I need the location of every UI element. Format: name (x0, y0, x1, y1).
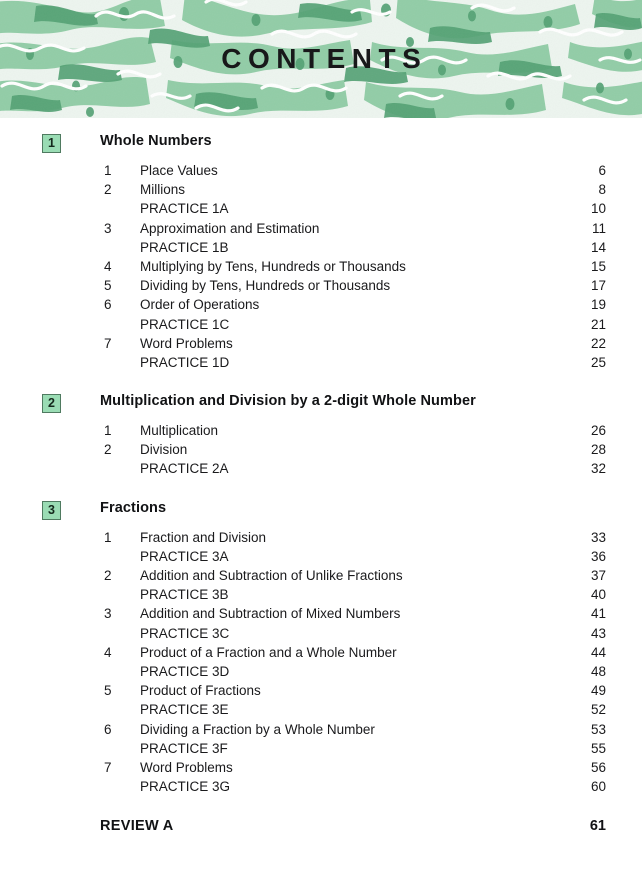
entry-page-number: 33 (590, 529, 606, 545)
entry-number: 7 (104, 335, 112, 351)
toc-entry[interactable] (0, 161, 642, 180)
entry-title: Product of a Fraction and a Whole Number (140, 644, 397, 660)
entry-number: 4 (104, 644, 112, 660)
toc-entry[interactable] (0, 440, 642, 459)
chapter-title: Fractions (100, 499, 167, 516)
entry-number: 2 (104, 182, 112, 198)
toc-entry[interactable] (0, 353, 642, 372)
entry-title: PRACTICE 2A (140, 461, 229, 477)
entry-title: PRACTICE 1D (140, 354, 230, 370)
entry-page-number: 25 (590, 354, 606, 370)
entry-page-number: 60 (590, 779, 606, 795)
entry-title: PRACTICE 3C (140, 625, 230, 641)
entry-title: PRACTICE 3E (140, 702, 229, 718)
toc-entry[interactable] (0, 585, 642, 604)
toc-entry[interactable] (0, 295, 642, 314)
toc-entry[interactable] (0, 720, 642, 739)
chapter-entry-list (0, 161, 642, 372)
entry-number: 3 (104, 220, 112, 236)
entry-title: Millions (140, 182, 186, 198)
entry-number: 1 (104, 423, 112, 439)
entry-title: Approximation and Estimation (140, 220, 320, 236)
entry-title: Place Values (140, 163, 218, 178)
entry-number: 3 (104, 606, 112, 622)
entry-page-number: 40 (590, 587, 606, 603)
entry-number: 5 (104, 683, 112, 699)
entry-title: PRACTICE 3A (140, 548, 229, 564)
chapter-title: Whole Numbers (100, 133, 212, 149)
entry-page-number: 48 (590, 663, 606, 679)
toc-entry[interactable] (0, 604, 642, 623)
toc-entry[interactable] (0, 180, 642, 199)
entry-page-number: 6 (598, 163, 606, 178)
entry-page-number: 55 (590, 740, 606, 756)
chapter-number-badge: 3 (42, 501, 61, 520)
entry-title: Addition and Subtraction of Unlike Fractions (140, 568, 403, 583)
chapter-entry-list (0, 528, 642, 797)
entry-page-number: 8 (598, 182, 606, 198)
toc-entry[interactable] (0, 758, 642, 777)
entry-number: 6 (104, 721, 112, 737)
entry-title: PRACTICE 1C (140, 316, 230, 332)
chapter-block (0, 394, 642, 479)
entry-page-number: 41 (590, 606, 606, 622)
entry-page-number: 53 (590, 721, 606, 737)
entry-number: 5 (104, 278, 112, 294)
toc-entry[interactable] (0, 624, 642, 643)
entry-page-number: 44 (590, 644, 606, 660)
entry-page-number: 19 (590, 297, 606, 313)
contents-header-banner (0, 0, 642, 118)
entry-number: 1 (104, 529, 112, 545)
toc-entry[interactable] (0, 777, 642, 796)
entry-page-number: 11 (591, 220, 606, 236)
toc-entry[interactable] (0, 700, 642, 719)
toc-entry[interactable] (0, 334, 642, 353)
entry-page-number: 43 (590, 625, 606, 641)
entry-page-number: 22 (590, 335, 606, 351)
entry-title: Word Problems (140, 759, 233, 775)
entry-title: PRACTICE 3B (140, 587, 229, 603)
toc-entry[interactable] (0, 547, 642, 566)
toc-entry[interactable] (0, 421, 642, 440)
entry-page-number: 32 (590, 461, 606, 477)
entry-page-number: 10 (590, 201, 606, 217)
toc-entry[interactable] (0, 459, 642, 478)
entry-page-number: 37 (590, 568, 606, 583)
chapter-number-badge: 2 (42, 394, 61, 413)
chapter-entry-list (0, 421, 642, 479)
entry-title: Order of Operations (140, 297, 260, 313)
chapter-number-badge: 1 (42, 134, 61, 153)
entry-title: PRACTICE 3F (140, 740, 228, 756)
chapter-heading (0, 501, 642, 524)
entry-title: PRACTICE 1B (140, 239, 229, 255)
review-entry[interactable] (0, 818, 642, 842)
entry-page-number: 17 (590, 278, 606, 294)
chapter-block (0, 501, 642, 797)
entry-title: Addition and Subtraction of Mixed Numbers (140, 606, 401, 622)
entry-title: PRACTICE 3D (140, 663, 230, 679)
entry-title: Multiplication (140, 423, 219, 439)
entry-page-number: 15 (590, 258, 606, 274)
entry-number: 6 (104, 297, 112, 313)
toc-entry[interactable] (0, 681, 642, 700)
entry-page-number: 21 (590, 316, 606, 332)
chapter-title: Multiplication and Division by a 2-digit Whole Number (100, 393, 476, 410)
review-label: REVIEW A (100, 818, 174, 835)
table-of-contents (0, 118, 642, 842)
toc-entry[interactable] (0, 238, 642, 257)
toc-entry[interactable] (0, 739, 642, 758)
entry-number: 2 (104, 568, 112, 583)
chapter-block (0, 134, 642, 372)
entry-title: PRACTICE 3G (140, 779, 231, 795)
entry-title: Multiplying by Tens, Hundreds or Thousands (140, 258, 406, 274)
chapter-heading (0, 394, 642, 417)
entry-title: Product of Fractions (140, 683, 261, 699)
toc-entry[interactable] (0, 257, 642, 276)
entry-title: Dividing a Fraction by a Whole Number (140, 721, 375, 737)
entry-number: 7 (104, 759, 112, 775)
entry-number: 2 (104, 442, 112, 458)
entry-number: 4 (104, 258, 112, 274)
entry-title: PRACTICE 1A (140, 201, 229, 217)
entry-title: Division (140, 442, 188, 458)
toc-entry[interactable] (0, 528, 642, 547)
entry-page-number: 49 (590, 683, 606, 699)
entry-page-number: 52 (590, 702, 606, 718)
entry-title: Fraction and Division (140, 529, 267, 545)
toc-entry[interactable] (0, 219, 642, 238)
page-title: CONTENTS (221, 43, 428, 74)
toc-entry[interactable] (0, 566, 642, 585)
entry-number: 1 (104, 163, 112, 178)
entry-page-number: 26 (590, 423, 606, 439)
entry-title: Word Problems (140, 335, 233, 351)
toc-entry[interactable] (0, 315, 642, 334)
toc-entry[interactable] (0, 199, 642, 218)
chapter-heading (0, 134, 642, 157)
entry-page-number: 36 (590, 548, 606, 564)
entry-page-number: 56 (590, 759, 606, 775)
review-page-number: 61 (589, 818, 606, 835)
entry-title: Dividing by Tens, Hundreds or Thousands (140, 278, 391, 294)
toc-entry[interactable] (0, 276, 642, 295)
entry-page-number: 28 (590, 442, 606, 458)
toc-entry[interactable] (0, 643, 642, 662)
toc-entry[interactable] (0, 662, 642, 681)
entry-page-number: 14 (590, 239, 606, 255)
